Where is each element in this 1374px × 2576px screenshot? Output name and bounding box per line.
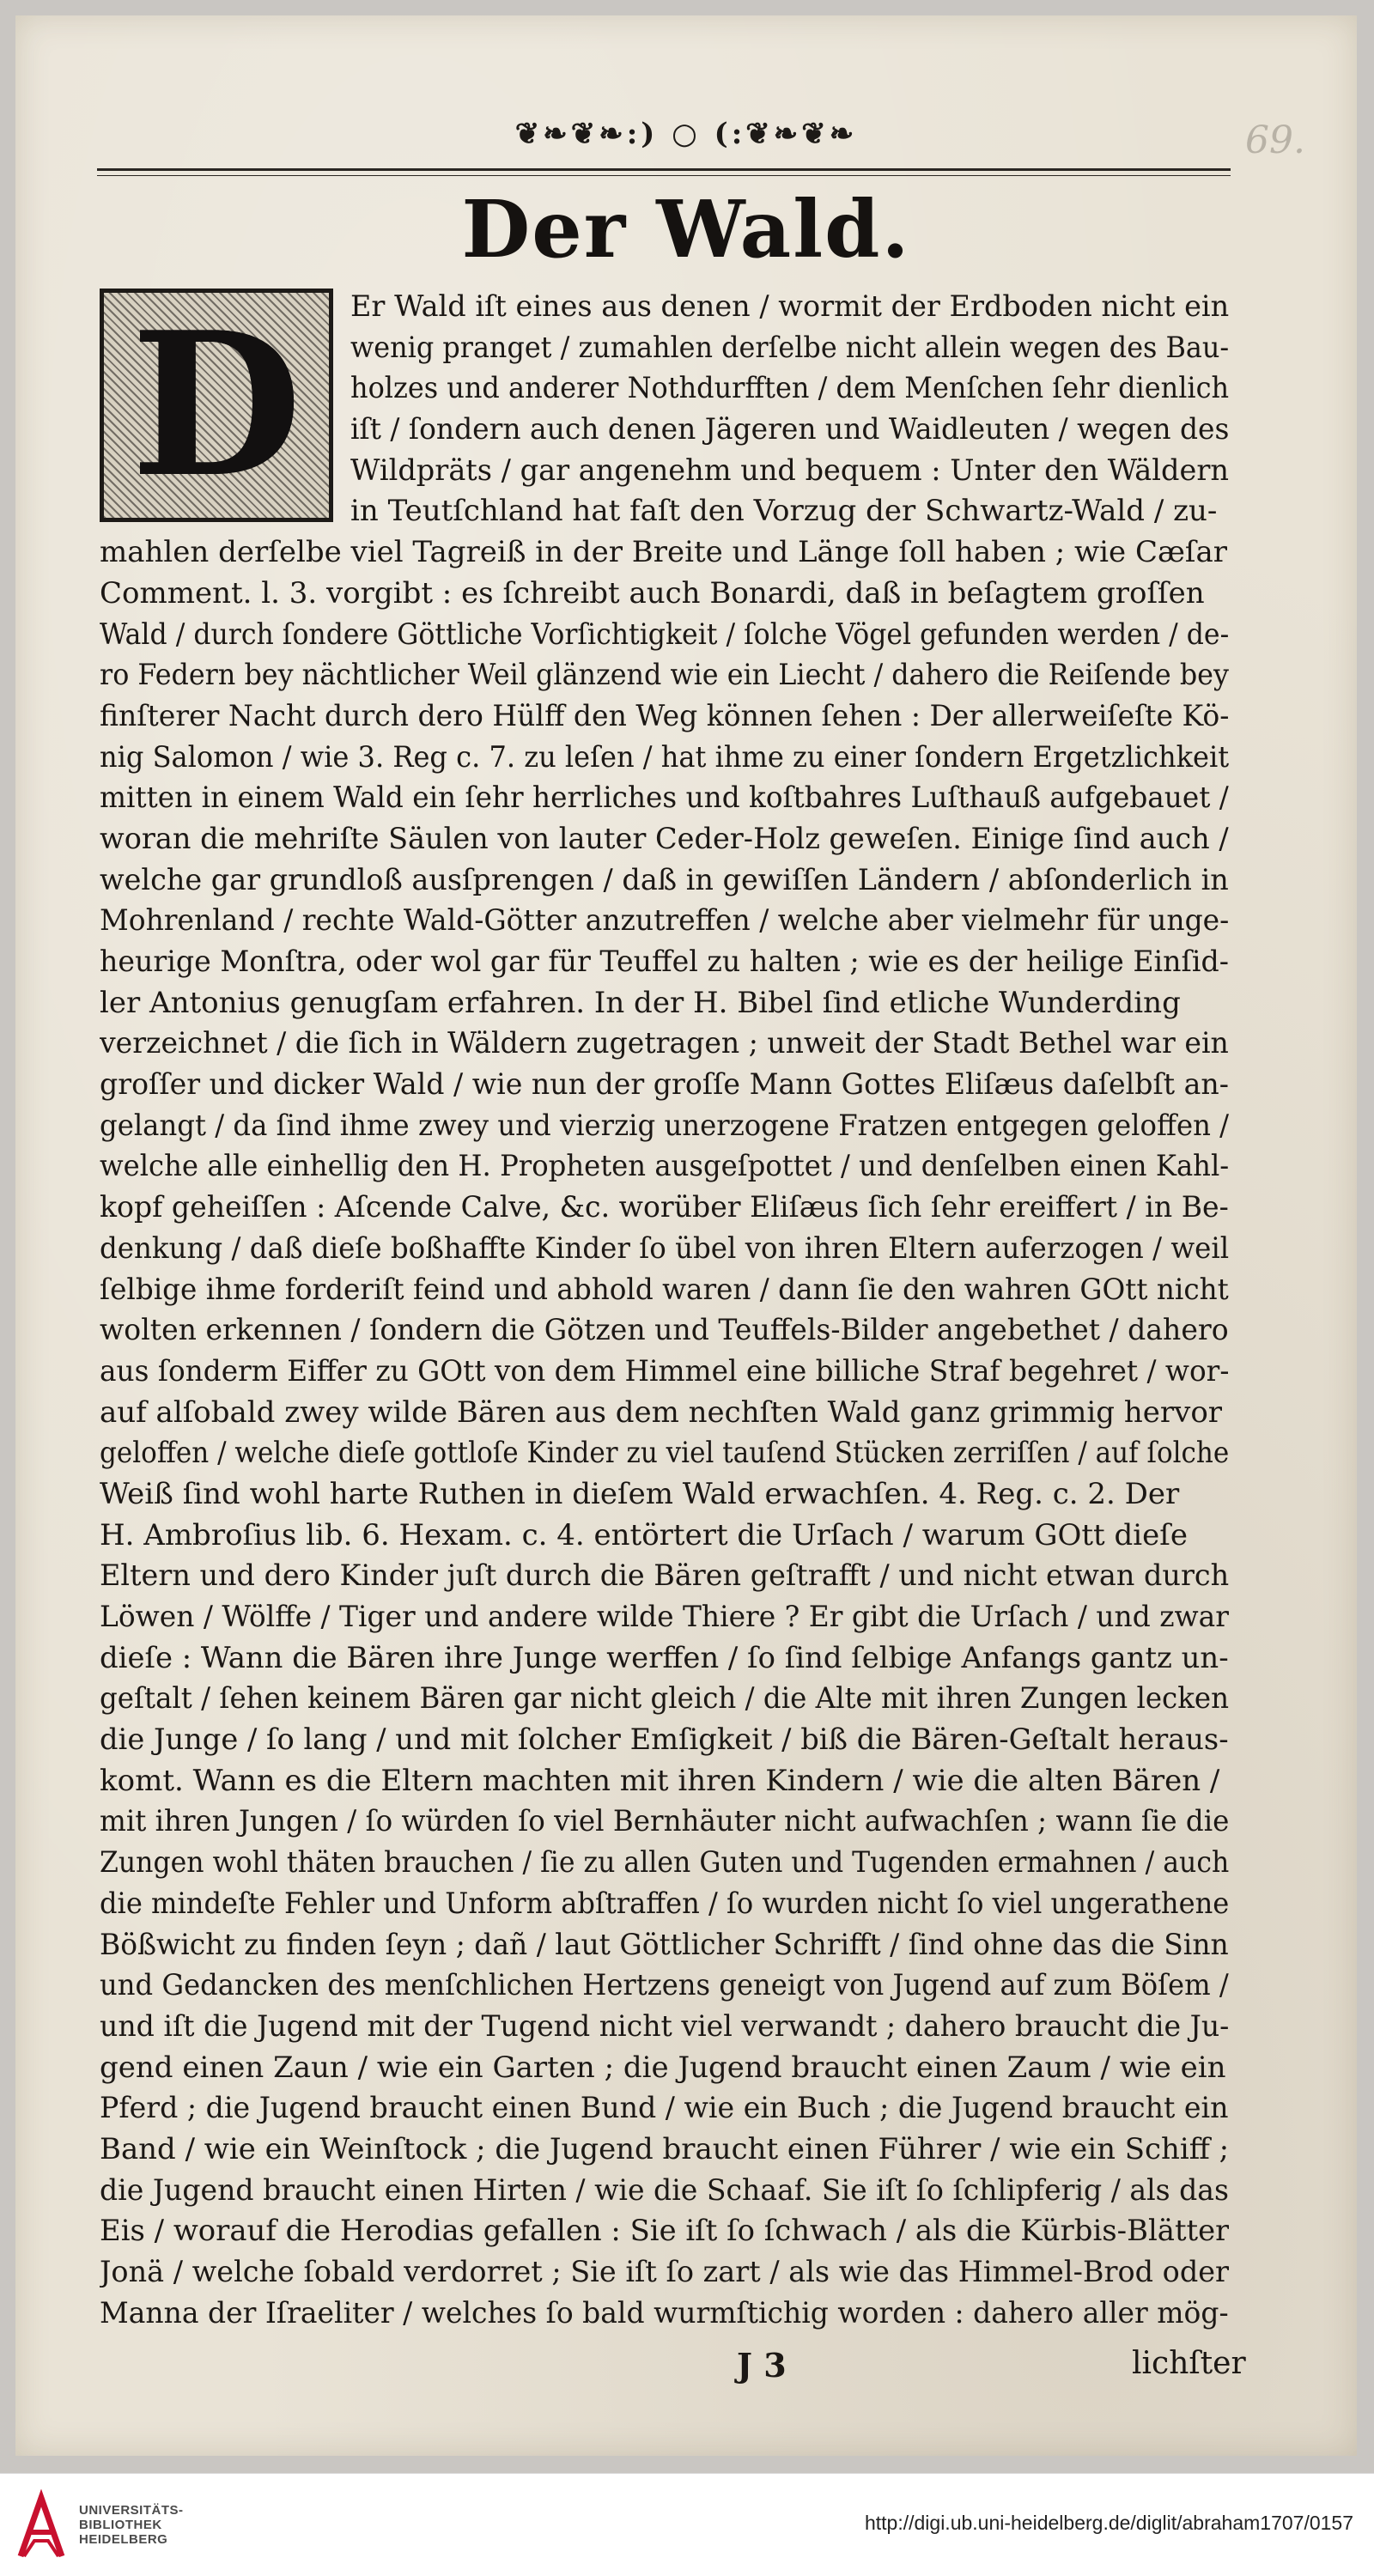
text-line: Jonä / welche ſobald verdorret ; Sie iſt ſo zart / als wie das Himmel-Brod oder	[100, 2255, 1229, 2289]
library-name-line: UNIVERSITÄTS-	[79, 2503, 184, 2518]
text-line: Weiß ſind wohl harte Ruthen in dieſem Wald erwachſen. 4. Reg. c. 2. Der	[100, 1476, 1180, 1511]
text-line: Mohrenland / rechte Wald-Götter anzutreffen / welche aber vielmehr für unge-	[100, 903, 1229, 939]
text-line: heurige Monſtra, oder wol gar für Teuffel zu halten ; wie es der heilige Einſid-	[100, 945, 1229, 979]
text-line: woran die mehriſte Säulen von lauter Ceder-Holz geweſen. Einige ſind auch /	[100, 821, 1229, 856]
text-line: iſt / ſondern auch denen Jägeren und Waidleuten / wegen des	[350, 412, 1229, 447]
text-line: groſſer und dicker Wald / wie nun der groſſe Mann Gottes Eliſæus daſelbſt an-	[100, 1067, 1229, 1103]
text-line: die Jugend braucht einen Hirten / wie die Schaaf. Sie iſt ſo ſchlipferig / als das	[100, 2172, 1229, 2208]
text-line: und Gedancken des menſchlichen Hertzens geneigt von Jugend auf zum Böſem /	[100, 1968, 1229, 2003]
text-line: mitten in einem Wald ein ſehr herrliches und koſtbahres Luſthauß aufgebauet /	[100, 781, 1229, 816]
folio-number: 69.	[1245, 118, 1305, 162]
text-line: gend einen Zaun / wie ein Garten ; die Jugend braucht einen Zaum / wie ein	[100, 2050, 1226, 2085]
text-line: geloffen / welche dieſe gottloſe Kinder zu viel tauſend Stücken zerriſſen / auf ſolche	[100, 1436, 1229, 1471]
text-line: Löwen / Wölffe / Tiger und andere wilde Thiere ? Er gibt die Urſach / und zwar	[100, 1600, 1229, 1634]
header-rule-thin	[97, 175, 1231, 176]
text-line: Pferd ; die Jugend braucht einen Bund / wie ein Buch ; die Jugend braucht ein	[100, 2091, 1229, 2126]
chapter-title: Der Wald.	[461, 183, 911, 276]
library-name-line: HEIDELBERG	[79, 2532, 168, 2547]
text-line: dieſe : Wann die Bären ihre Junge werffen / ſo ſind ſelbige Anfangs gantz un-	[100, 1640, 1229, 1675]
text-line: die Junge / ſo lang / und mit ſolcher Emſigkeit / biß die Bären-Geſtalt heraus-	[100, 1722, 1229, 1758]
text-line: Comment. l. 3. vorgibt : es ſchreibt auch Bonardi, daß in beſagtem groſſen	[100, 575, 1205, 611]
text-line: auf alſobald zwey wilde Bären aus dem nechſten Wald ganz grimmig hervor	[100, 1394, 1223, 1430]
permalink-url[interactable]: http://digi.ub.uni-heidelberg.de/diglit/abraham1707/0157	[864, 2512, 1353, 2534]
text-line: ro Federn bey nächtlicher Weil glänzend wie ein Liecht / dahero die Reiſende bey	[100, 658, 1229, 693]
text-line: kopf geheiſſen : Aſcende Calve, &c. worüber Eliſæus ſich ſehr ereiffert / in Be-	[100, 1190, 1229, 1225]
text-line: Band / wie ein Weinſtock ; die Jugend braucht einen Führer / wie ein Schiff ;	[100, 2131, 1229, 2166]
text-line: welche gar grundloß ausſprengen / daß in gewiſſen Ländern / abſonderlich in	[100, 862, 1229, 897]
catchword: lichſter	[1132, 2346, 1246, 2381]
text-line: wenig pranget / zumahlen derſelbe nicht allein wegen des Bau-	[350, 330, 1229, 365]
text-line: finſterer Nacht durch dero Hülff den Weg können ſehen : Der allerweiſeſte Kö-	[100, 698, 1229, 733]
text-line: ſelbige ihme forderiſt feind und abhold waren / dann ſie den wahren GOtt nicht	[100, 1272, 1229, 1307]
text-line: verzeichnet / die ſich in Wäldern zugetragen ; unweit der Stadt Bethel war ein	[100, 1026, 1229, 1061]
body-text	[100, 287, 1229, 2334]
text-line: Er Wald iſt eines aus denen / wormit der Erdboden nicht ein	[350, 289, 1229, 324]
text-line: gelangt / da ſind ihme zwey und vierzig unerzogene Fratzen entgegen geloffen /	[100, 1108, 1229, 1143]
text-line: Eis / worauf die Herodias gefallen : Sie iſt ſo ſchwach / als die Kürbis-Blätter	[100, 2214, 1229, 2249]
text-line: in Teutſchland hat faſt den Vorzug der Schwartz-Wald / zu-	[350, 494, 1218, 529]
text-line: mahlen derſelbe viel Tagreiß in der Breite und Länge ſoll haben ; wie Cæſar	[100, 535, 1228, 570]
library-name-line: BIBLIOTHEK	[79, 2518, 162, 2532]
text-line: Wildpräts / gar angenehm und bequem : Unter den Wäldern	[350, 453, 1229, 488]
text-line: geſtalt / ſehen keinem Bären gar nicht gleich / die Alte mit ihren Zungen lecken	[100, 1681, 1229, 1716]
text-line: Wald / durch ſondere Göttliche Vorſichtigkeit / ſolche Vögel gefunden werden / de-	[100, 617, 1229, 652]
text-line: Bößwicht zu finden ſeyn ; dañ / laut Göttlicher Schrifft / ſind ohne das die Sinn	[100, 1927, 1229, 1962]
text-line: H. Ambroſius lib. 6. Hexam. c. 4. entörtert die Urſach / warum GOtt dieſe	[100, 1517, 1188, 1552]
text-line: mit ihren Jungen / ſo würden ſo viel Bernhäuter nicht aufwachſen ; wann ſie die	[100, 1804, 1229, 1839]
text-line: die mindeſte Fehler und Unform abſtraffen / ſo wurden nicht ſo viel ungerathene	[100, 1886, 1229, 1921]
text-line: Zungen wohl thäten brauchen / ſie zu allen Guten und Tugenden ermahnen / auch	[100, 1845, 1229, 1880]
text-line: welche alle einhellig den H. Propheten ausgeſpottet / und denſelben einen Kahl-	[100, 1149, 1229, 1184]
text-line: komt. Wann es die Eltern machten mit ihren Kindern / wie die alten Bären /	[100, 1763, 1220, 1798]
initial-letter: D	[131, 289, 302, 521]
book-page	[15, 15, 1357, 2456]
text-line: ler Antonius genugſam erfahren. In der H. Bibel ſind etliche Wunderding	[100, 985, 1181, 1020]
university-logo-icon	[15, 2489, 67, 2561]
text-line: Eltern und dero Kinder juſt durch die Bären geſtrafft / und nicht etwan durch	[100, 1558, 1229, 1594]
text-line: nig Salomon / wie 3. Reg c. 7. zu leſen / hat ihme zu einer ſondern Ergetzlichkeit	[100, 739, 1229, 775]
header-rule	[97, 168, 1231, 171]
text-line: denkung / daß dieſe boßhaffte Kinder ſo übel von ihren Eltern auferzogen / weil	[100, 1230, 1229, 1266]
library-name	[79, 2503, 184, 2547]
text-line: und iſt die Jugend mit der Tugend nicht viel verwandt ; dahero braucht die Ju-	[100, 2008, 1229, 2044]
header-ornament: ❦❧❦❧:) ○ (:❦❧❦❧	[514, 117, 858, 151]
text-line: wolten erkennen / ſondern die Götzen und Teuffels-Bilder angebethet / dahero	[100, 1313, 1229, 1348]
text-line: holzes und anderer Nothdurfften / dem Menſchen ſehr dienlich	[350, 371, 1229, 406]
signature-mark: J 3	[737, 2346, 787, 2385]
text-line: aus ſonderm Eiffer zu GOtt von dem Himmel eine billiche Straf begehret / wor-	[100, 1353, 1229, 1388]
text-line: Manna der Iſraeliter / welches ſo bald wurmſtichig worden : dahero aller mög-	[100, 2295, 1229, 2330]
viewer-footer	[0, 2473, 1374, 2576]
